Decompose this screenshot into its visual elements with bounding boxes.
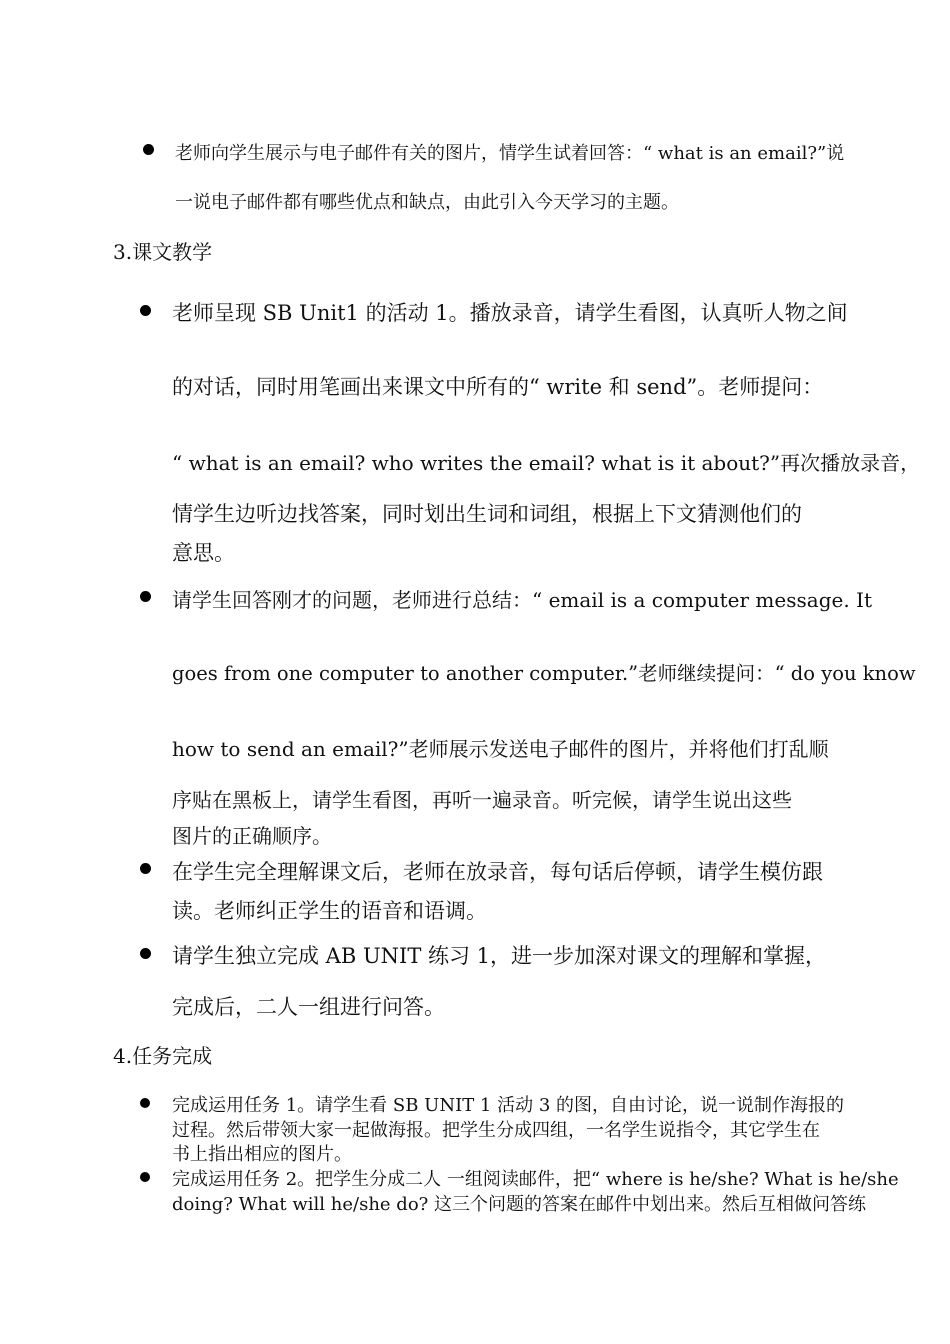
paragraph-line: 过程。然后带领大家一起做海报。把学生分成四组，一名学生说指令，其它学生在: [172, 1120, 820, 1141]
paragraph-line: 请学生独立完成 AB UNIT 练习 1，进一步加深对课文的理解和掌握，: [172, 944, 827, 968]
paragraph-line: 完成后，二人一组进行问答。: [172, 995, 445, 1019]
intro-line: 一说电子邮件都有哪些优点和缺点，由此引入今天学习的主题。: [175, 192, 679, 213]
paragraph-line: 情学生边听边找答案，同时划出生词和词组，根据上下文猜测他们的: [172, 502, 802, 526]
paragraph-line: 意思。: [172, 541, 235, 565]
bullet-icon: [140, 591, 151, 602]
bullet-icon: [140, 1172, 150, 1182]
paragraph-line: 的对话，同时用笔画出来课文中所有的“ write 和 send”。老师提问：: [172, 375, 824, 399]
paragraph-line: how to send an email?”老师展示发送电子邮件的图片，并将他们打乱顺: [172, 737, 829, 761]
paragraph-line: 图片的正确顺序。: [172, 824, 332, 848]
paragraph-line: 请学生回答刚才的问题，老师进行总结：“ email is a computer message. It: [172, 588, 872, 612]
bullet-icon: [140, 863, 151, 874]
paragraph-line: 读。老师纠正学生的语音和语调。: [172, 899, 487, 923]
intro-line: 老师向学生展示与电子邮件有关的图片，情学生试着回答：“ what is an email?”说: [175, 143, 845, 164]
section-heading: 3.课文教学: [113, 240, 213, 264]
paragraph-line: “ what is an email? who writes the email? what is it about?”再次播放录音，: [172, 451, 921, 475]
bullet-icon: [140, 948, 151, 959]
paragraph-line: 序贴在黑板上，请学生看图，再听一遍录音。听完候，请学生说出这些: [172, 788, 792, 812]
paragraph-line: 完成运用任务 1。请学生看 SB UNIT 1 活动 3 的图，自由讨论，说一说制作海报的: [172, 1095, 844, 1116]
paragraph-line: 书上指出相应的图片。: [172, 1144, 352, 1165]
section-heading: 4.任务完成: [113, 1044, 213, 1068]
bullet-icon: [140, 1098, 150, 1108]
paragraph-line: doing? What will he/she do? 这三个问题的答案在邮件中划出来。然后互相做问答练: [172, 1194, 867, 1215]
paragraph-line: goes from one computer to another computer.”老师继续提问：“ do you know: [172, 662, 916, 685]
paragraph-line: 老师呈现 SB Unit1 的活动 1。播放录音，请学生看图，认真听人物之间: [172, 301, 848, 325]
bullet-icon: [140, 305, 151, 316]
paragraph-line: 完成运用任务 2。把学生分成二人 一组阅读邮件，把“ where is he/she? What is he/she: [172, 1169, 899, 1190]
paragraph-line: 在学生完全理解课文后，老师在放录音，每句话后停顿，请学生模仿跟: [172, 860, 823, 884]
bullet-icon: [143, 144, 154, 155]
